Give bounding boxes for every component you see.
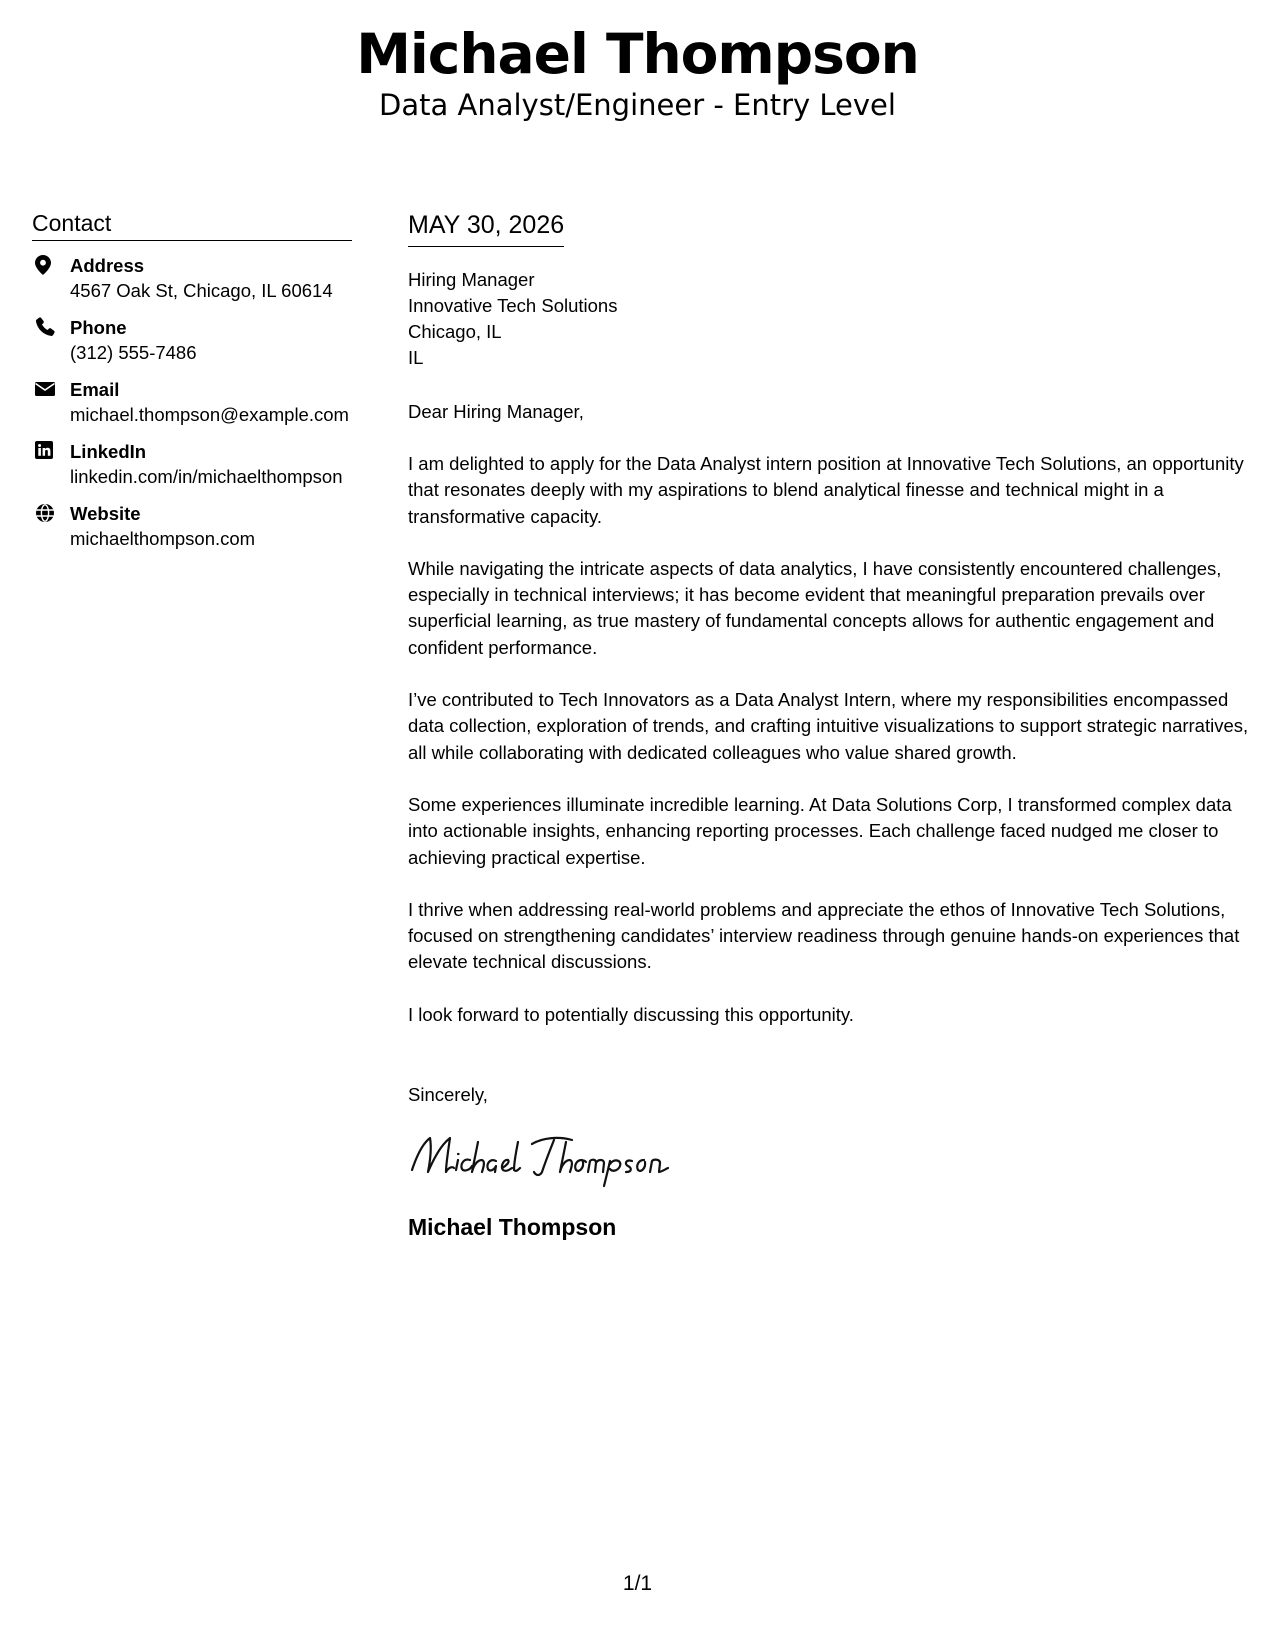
applicant-role: Data Analyst/Engineer - Entry Level — [379, 88, 896, 122]
contact-label: Address — [70, 255, 145, 276]
contact-label: Email — [70, 379, 120, 400]
recipient-line: Innovative Tech Solutions — [408, 295, 618, 316]
linkedin-icon — [32, 439, 70, 489]
contact-list — [32, 253, 352, 551]
contact-item-website — [32, 501, 352, 551]
recipient-line: Hiring Manager — [408, 269, 535, 290]
contact-label: Website — [70, 503, 141, 524]
contact-label: Phone — [70, 317, 127, 338]
contact-item-phone — [32, 315, 352, 365]
handwritten-signature — [408, 1128, 670, 1188]
body-paragraph: I’ve contributed to Tech Innovators as a Data Analyst Intern, where my responsibilities encompassed data collection, exploration of trends, and crafting intuitive visualizations to support strategic narratives, all while collaborating with dedicated colleagues who value shared growth. — [408, 689, 1249, 763]
recipient-block — [408, 267, 1253, 371]
contact-item-linkedin — [32, 439, 352, 489]
address-value: 4567 Oak St, Chicago, IL 60614 — [70, 280, 333, 301]
website-value: michaelthompson.com — [70, 528, 256, 549]
contact-label: LinkedIn — [70, 441, 147, 462]
contact-heading: Contact — [32, 208, 352, 241]
closing: Sincerely, — [408, 1084, 488, 1106]
letter-date: MAY 30, 2026 — [408, 208, 564, 247]
envelope-icon — [32, 377, 70, 427]
salutation: Dear Hiring Manager, — [408, 401, 584, 422]
body-paragraph: I thrive when addressing real-world problems and appreciate the ethos of Innovative Tech Solutions, focused on strengthening candidates’ interview readiness through genuine hands-on experiences that elevate technical discussions. — [408, 898, 1240, 973]
contact-sidebar — [32, 208, 352, 563]
applicant-name: Michael Thompson — [356, 22, 919, 86]
contact-item-email — [32, 377, 352, 427]
page-number: 1/1 — [622, 1572, 653, 1595]
contact-item-address — [32, 253, 352, 303]
recipient-line: IL — [408, 347, 424, 368]
globe-icon — [32, 501, 70, 551]
body-paragraph: While navigating the intricate aspects of data analytics, I have consistently encountered challenges, especially in technical interviews; it has become evident that meaningful preparation prevails over superficial learning, as true mastery of fundamental concepts allows for authentic engagement and confident performance. — [408, 557, 1222, 658]
recipient-line: Chicago, IL — [408, 321, 502, 342]
body-paragraph: Some experiences illuminate incredible learning. At Data Solutions Corp, I transformed complex data into actionable insights, enhancing reporting processes. Each challenge faced nudged me closer to achieving practical expertise. — [408, 793, 1232, 868]
linkedin-value: linkedin.com/in/michaelthompson — [70, 466, 343, 487]
phone-value: (312) 555-7486 — [70, 342, 197, 363]
phone-icon — [32, 315, 70, 365]
map-pin-icon — [32, 253, 70, 303]
email-value: michael.thompson@example.com — [70, 404, 349, 425]
body-paragraph: I am delighted to apply for the Data Analyst intern position at Innovative Tech Solutions, an opportunity that resonates deeply with my aspirations to blend analytical finesse and technical might in a transformative capacity. — [408, 453, 1244, 527]
signer-name: Michael Thompson — [408, 1214, 617, 1241]
letter-header — [0, 22, 1275, 122]
letter-body — [408, 208, 1253, 1242]
body-paragraph: I look forward to potentially discussing this opportunity. — [408, 1003, 854, 1025]
